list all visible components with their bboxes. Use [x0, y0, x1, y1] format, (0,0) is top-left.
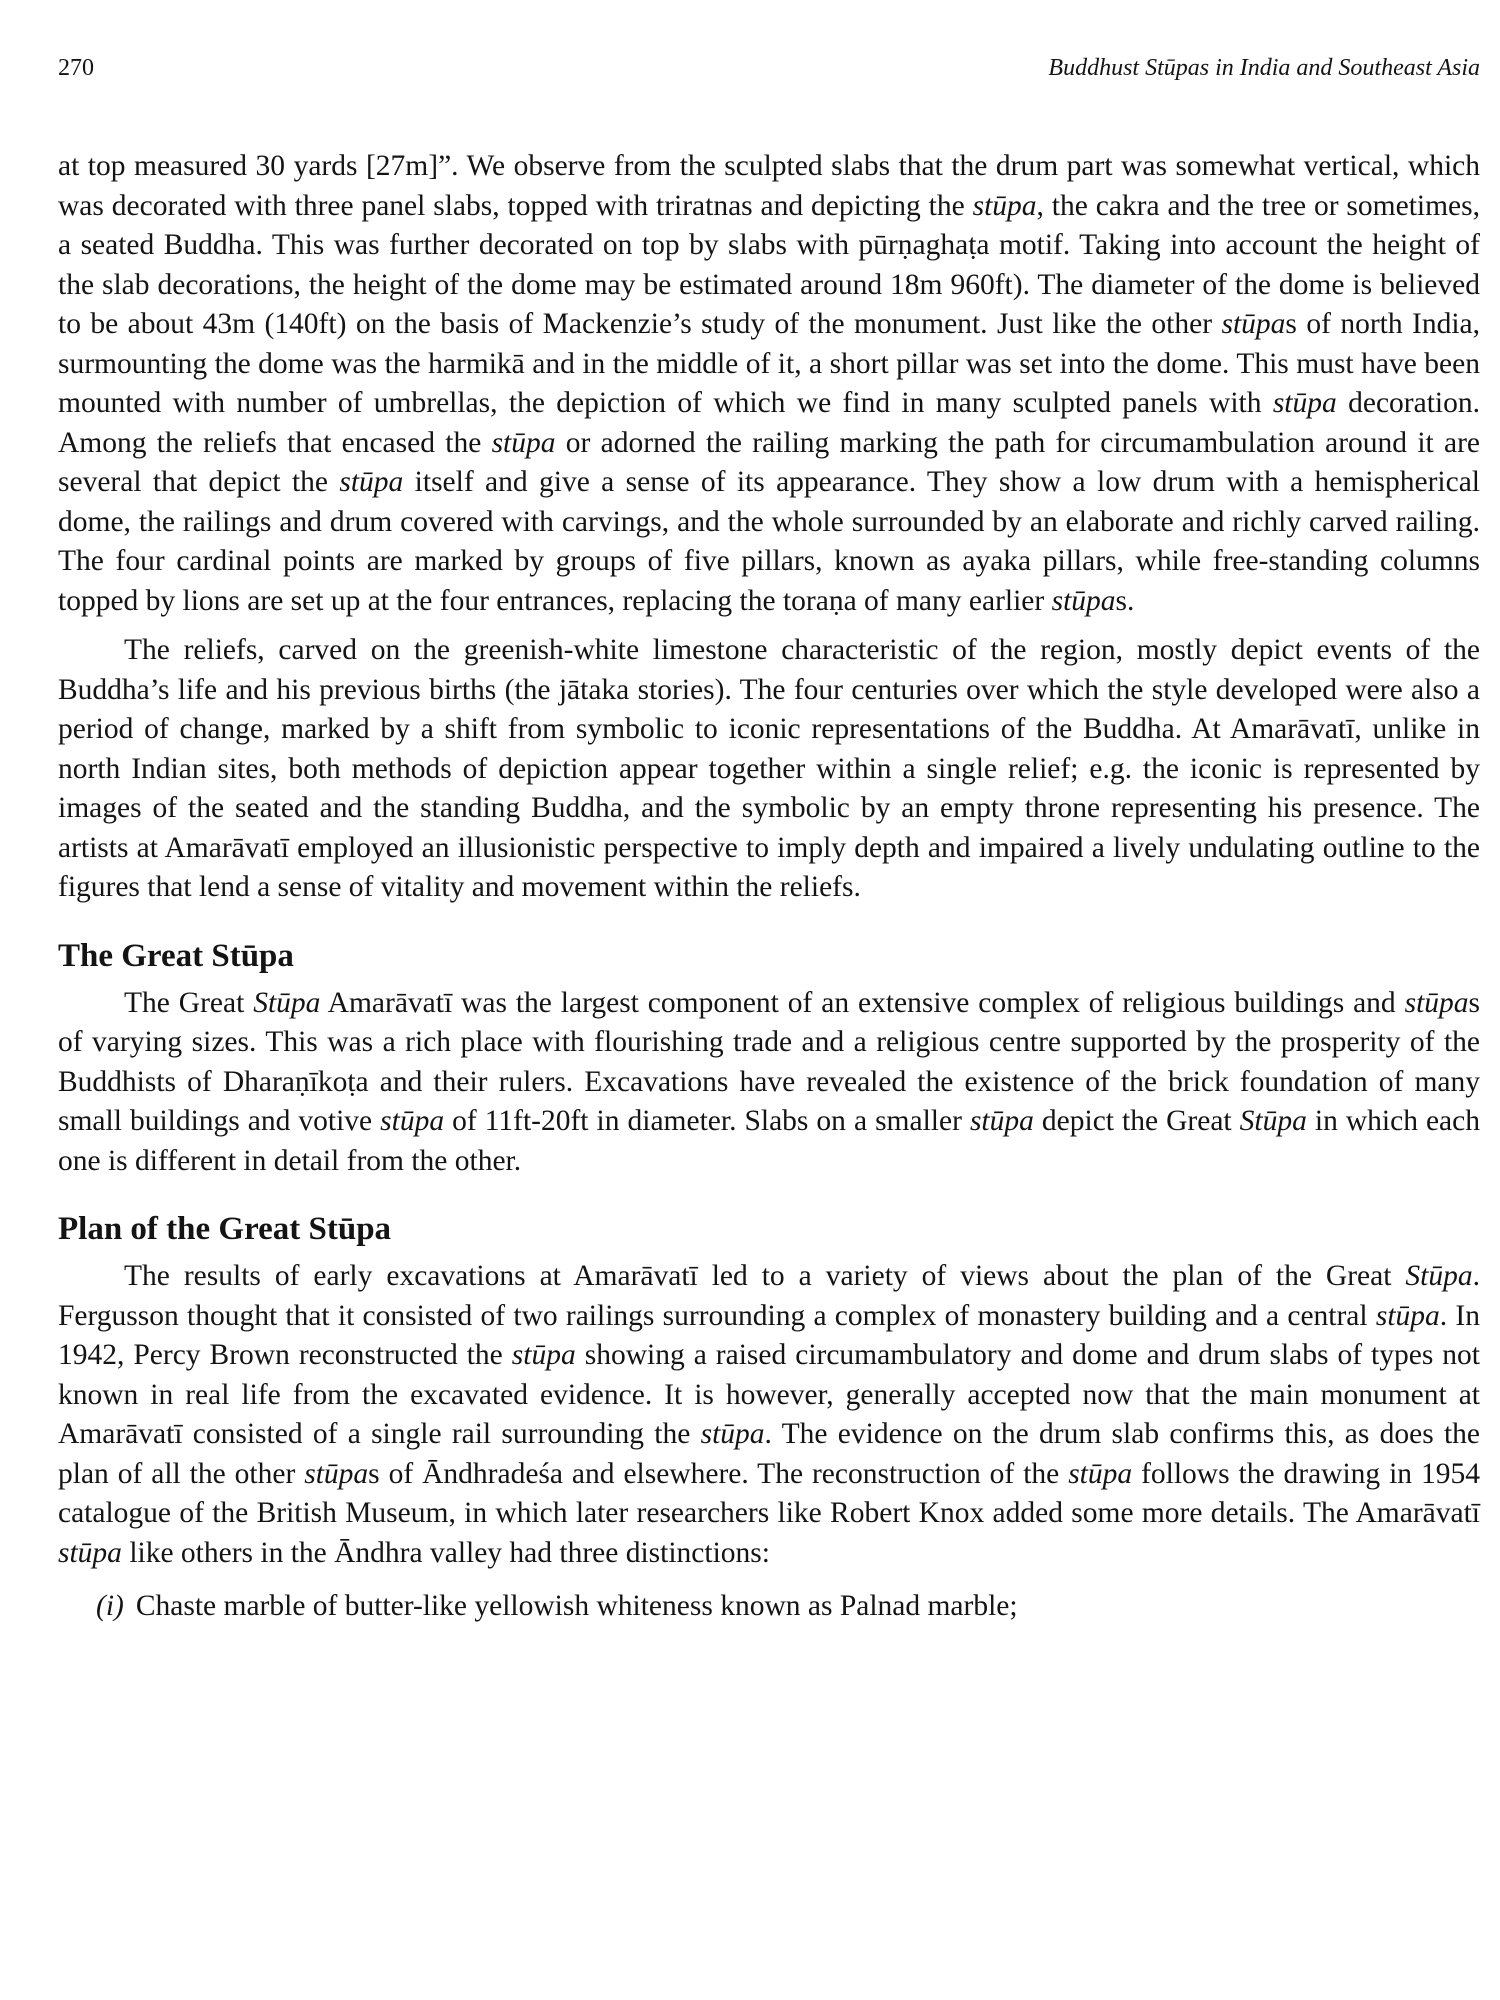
list-marker: (i)	[96, 1590, 124, 1622]
section-heading-plan: Plan of the Great Stūpa	[58, 1211, 392, 1247]
running-head	[58, 55, 1480, 95]
list-item	[58, 1587, 1480, 1627]
paragraph-reliefs: The reliefs, carved on the greenish-white limestone characteristic of the region, mostly depict events of the Buddha’s life and his previous births (the jātaka stories). The four centuries over which the style developed were also a period of change, marked by a shift from symbolic to iconic representations of the Buddha. At Amarāvatī, unlike in north Indian sites, both methods of depiction appear together within a single relief; e.g. the iconic is represented by images of the seated and the standing Buddha, and the symbolic by an empty throne representing his presence. The artists at Amarāvatī employed an illusionistic perspective to imply depth and impaired a lively undulating outline to the figures that lend a sense of vitality and movement within the reliefs.	[58, 634, 1480, 903]
section-heading-great-stupa: The Great Stūpa	[58, 937, 294, 974]
paragraph-great-stupa: The Great Stūpa Amarāvatī was the largest component of an extensive complex of religious buildings and stūpas of varying sizes. This was a rich place with flourishing trade and a religious centre supported by the prosperity of the Buddhists of Dharaṇīkoṭa and their rulers. Excavations have revealed the existence of the brick foundation of many small buildings and votive stūpa of 11ft-20ft in diameter. Slabs on a smaller stūpa depict the Great Stūpa in which each one is different in detail from the other.	[58, 986, 1481, 1177]
list-item-text: Chaste marble of butter-like yellowish whiteness known as Palnad marble;	[135, 1590, 1018, 1622]
running-title: Buddhust Stūpas in India and Southeast Asia	[1048, 55, 1480, 81]
paragraph-plan: The results of early excavations at Amarāvatī led to a variety of views about the plan of the Great Stūpa. Fergusson thought that it consisted of two railings surrounding a complex of monastery building and a central stūpa. In 1942, Percy Brown reconstructed the stūpa showing a raised circumambulatory and dome and drum slabs of types not known in real life from the excavated evidence. It is however, generally accepted now that the main monument at Amarāvatī consisted of a single rail surrounding the stūpa. The evidence on the drum slab confirms this, as does the plan of all the other stūpas of Āndhradeśa and elsewhere. The reconstruction of the stūpa follows the drawing in 1954 catalogue of the British Museum, in which later researchers like Robert Knox added some more details. The Amarāvatī stūpa like others in the Āndhra valley had three distinctions:	[58, 1260, 1481, 1569]
book-page	[58, 55, 1480, 1627]
page-number: 270	[58, 55, 94, 81]
paragraph-drum-and-dome: at top measured 30 yards [27m]”. We observe from the sculpted slabs that the drum part was somewhat vertical, which was decorated with three panel slabs, topped with triratnas and depicting the stūpa, the cakra and the tree or sometimes, a seated Buddha. This was further decorated on top by slabs with pūrṇaghaṭa motif. Taking into account the height of the slab decorations, the height of the dome may be estimated around 18m 960ft). The diameter of the dome is believed to be about 43m (140ft) on the basis of Mackenzie’s study of the monument. Just like the other stūpas of north India, surmounting the dome was the harmikā and in the middle of it, a short pillar was set into the dome. This must have been mounted with number of umbrellas, the depiction of which we find in many sculpted panels with stūpa decoration. Among the reliefs that encased the stūpa or adorned the railing marking the path for circumambulation around it are several that depict the stūpa itself and give a sense of its appearance. They show a low drum with a hemispherical dome, the railings and drum covered with carvings, and the whole surrounded by an elaborate and richly carved railing. The four cardinal points are marked by groups of five pillars, known as ayaka pillars, while free-standing columns topped by lions are set up at the four entrances, replacing the toraṇa of many earlier stūpas.	[58, 150, 1481, 617]
